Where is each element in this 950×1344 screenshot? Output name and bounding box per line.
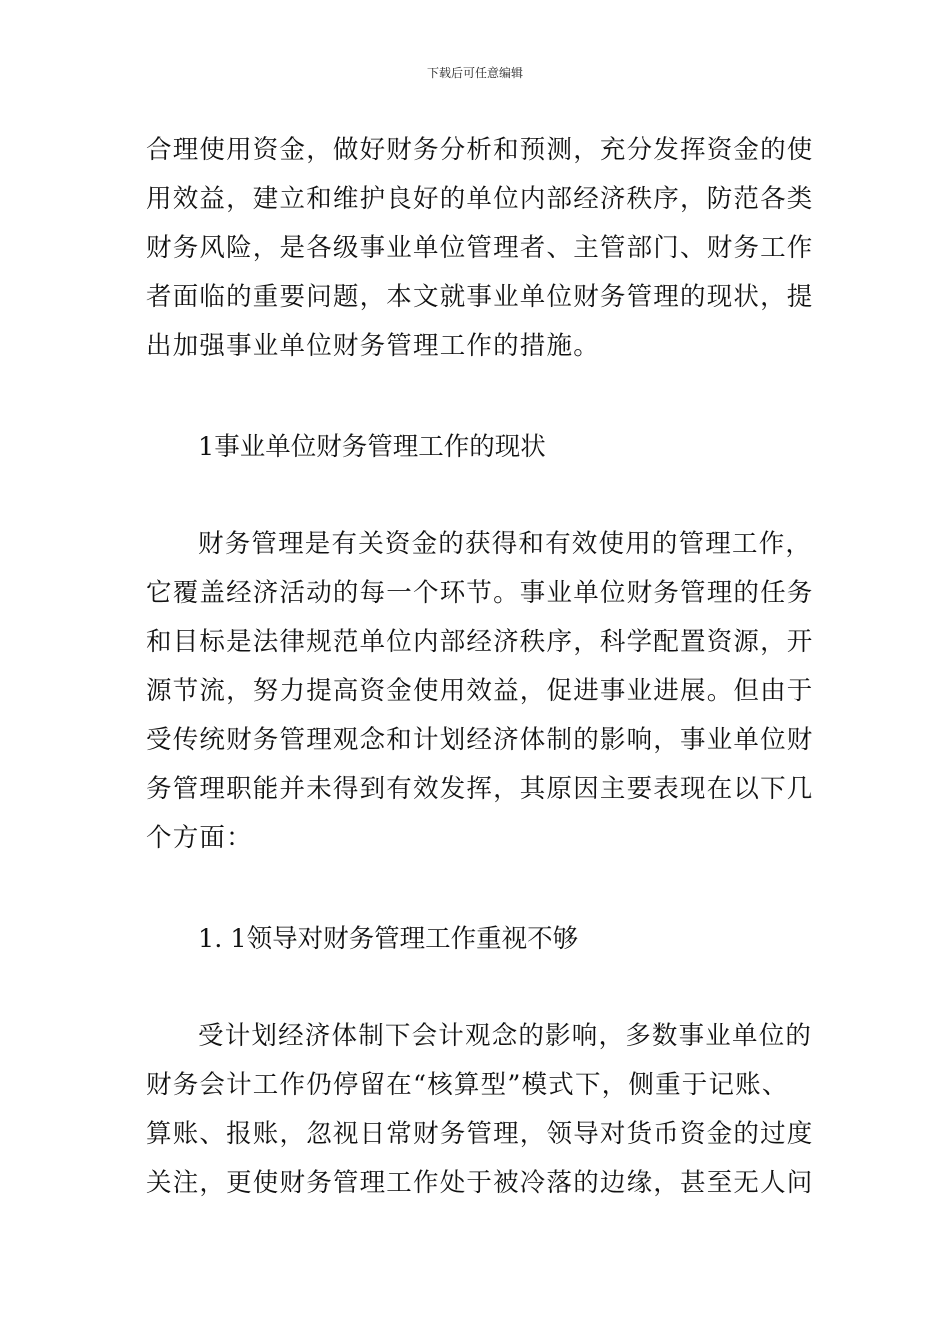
section-heading-1-1: 1. 1领导对财务管理工作重视不够: [198, 924, 579, 954]
intro-paragraph: [146, 126, 814, 371]
paragraph-line: 个方面：: [146, 823, 253, 853]
paragraph-line: 关注，更使财务管理工作处于被冷落的边缘，甚至无人问: [146, 1168, 814, 1198]
paragraph-line: 合理使用资金，做好财务分析和预测，充分发挥资金的使: [146, 135, 814, 165]
paragraph-line: 财务会计工作仍停留在“核算型”模式下，侧重于记账、: [146, 1070, 789, 1100]
paragraph-line: 财务风险，是各级事业单位管理者、主管部门、财务工作: [146, 233, 814, 263]
paragraph-line: 算账、报账，忽视日常财务管理，领导对货币资金的过度: [146, 1119, 814, 1149]
paragraph-line: 和目标是法律规范单位内部经济秩序，科学配置资源，开: [146, 627, 814, 657]
paragraph-line: 财务管理是有关资金的获得和有效使用的管理工作，: [198, 529, 813, 559]
paragraph-line: 受传统财务管理观念和计划经济体制的影响，事业单位财: [146, 725, 814, 755]
document-body: [146, 126, 814, 1208]
status-paragraph: [146, 520, 814, 863]
paragraph-line: 源节流，努力提高资金使用效益，促进事业进展。但由于: [146, 676, 814, 706]
paragraph-line: 它覆盖经济活动的每一个环节。事业单位财务管理的任务: [146, 578, 814, 608]
leadership-paragraph: [146, 1012, 814, 1208]
paragraph-line: 用效益，建立和维护良好的单位内部经济秩序，防范各类: [146, 184, 814, 214]
paragraph-line: 务管理职能并未得到有效发挥，其原因主要表现在以下几: [146, 774, 814, 804]
paragraph-line: 者面临的重要问题，本文就事业单位财务管理的现状，提: [146, 282, 814, 312]
section-heading-1: 1事业单位财务管理工作的现状: [198, 432, 546, 462]
paragraph-line: 出加强事业单位财务管理工作的措施。: [146, 331, 600, 361]
paragraph-line: 受计划经济体制下会计观念的影响，多数事业单位的: [198, 1021, 813, 1051]
page-header-note: 下载后可任意编辑: [426, 66, 523, 80]
